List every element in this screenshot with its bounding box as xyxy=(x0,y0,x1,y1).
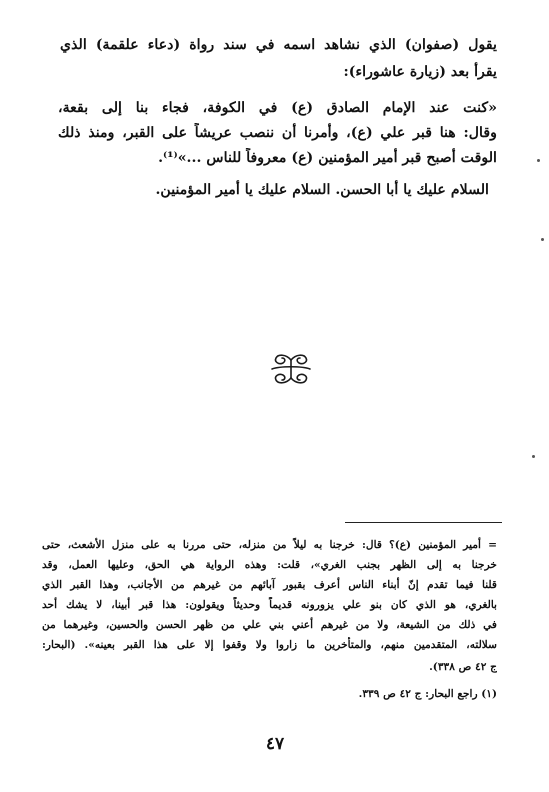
footnote-line-7: ج ٤٢ ص ٣٣٨). xyxy=(429,661,497,673)
footnote-line-5: في ذلك من الشيعة، ولا من غيرهم أعني بني علي من ظهر الحسن والحسين، وغيرهما من xyxy=(42,619,497,631)
footnote-line-1: = أمير المؤمنين (ع)؟ قال: خرجنا به ليلاً من منزله، حتى مررنا به على منزل الأشعث، حتى xyxy=(42,539,497,551)
quote-line-1: «كنت عند الإمام الصادق (ع) في الكوفة، فجاء بنا إلى بقعة، xyxy=(58,100,497,116)
body-line-2: يقرأ بعد (زيارة عاشوراء): xyxy=(343,64,497,80)
salutation-line: السلام عليك يا أبا الحسن. السلام عليك يا أمير المؤمنين. xyxy=(155,182,489,198)
footnote-line-6: سلالته، المتقدمين منهم، والمتأخرين ما زاروا ولا وقفوا إلا على هذا القبر بعينه». (البحار: xyxy=(42,639,497,651)
quote-line-3: الوقت أصبح قبر أمير المؤمنين (ع) معروفاً للناس ...»⁽¹⁾. xyxy=(158,150,497,166)
scan-speck xyxy=(532,455,535,458)
footnote-line-3: قلنا فيما تقدم إنّ أبناء الناس أعرف بقبور آبائهم من غيرهم من الأجانب، وهذا القبر الذي xyxy=(42,579,497,591)
footnote-reference-1: (١) راجع البحار: ج ٤٢ ص ٣٣٩. xyxy=(358,688,497,700)
page-number: ٤٧ xyxy=(265,734,285,754)
scan-speck xyxy=(537,159,540,162)
footnote-line-4: بالغري، هو الذي كان بنو علي يزورونه قديماً وحديثاً ويقولون: هذا قبر أبينا، لا يشك أحد xyxy=(42,599,497,611)
decorative-ornament xyxy=(268,352,314,386)
footnote-separator xyxy=(345,522,502,523)
footnote-line-2: خرجنا به إلى الظهر بجنب الغري»، قلت: وهذه الرواية هي الحق، وعليها العمل، وقد xyxy=(42,559,497,571)
body-line-1: يقول (صفوان) الذي نشاهد اسمه في سند رواة (دعاء علقمة) الذي xyxy=(60,37,497,53)
quote-line-2: وقال: هنا قبر علي (ع)، وأمرنا أن ننصب عريشاً على القبر، ومنذ ذلك xyxy=(58,125,497,141)
scan-speck xyxy=(541,238,544,241)
